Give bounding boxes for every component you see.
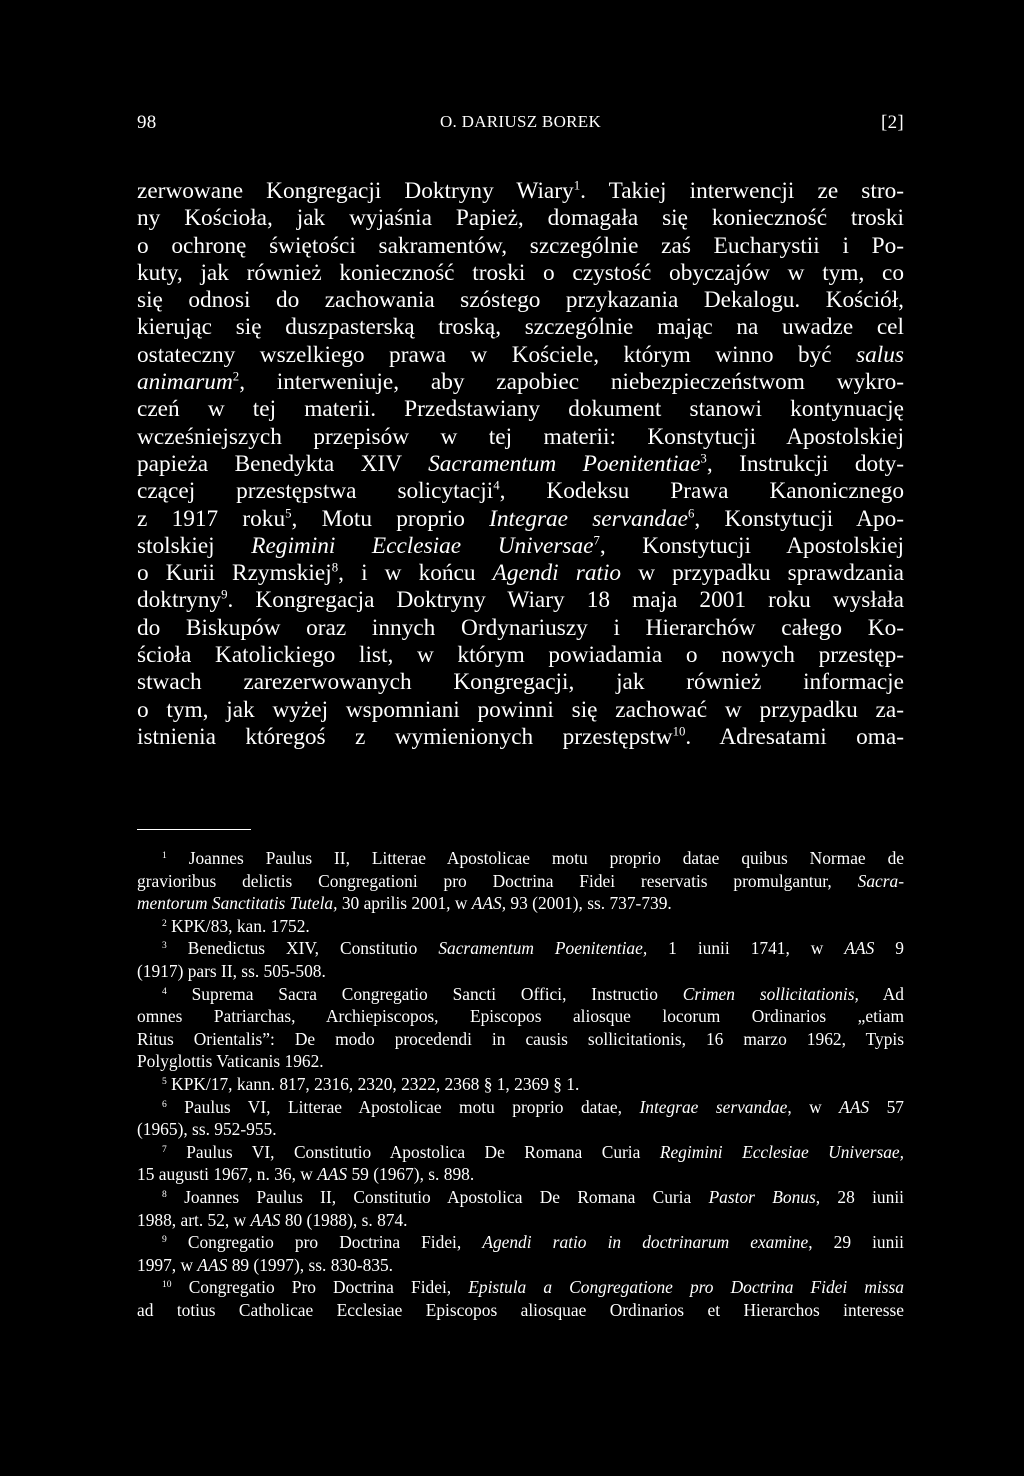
footnote-line: $^{10}$ Congregatio Pro Doctrina Fidei, Epistula a Congregatione pro Doctrina Fidei missa: [162, 1277, 904, 1298]
text-line: się odnosi do zachowania szóstego przykazania Dekalogu. Kościół,: [137, 287, 904, 314]
footnote-line: ad totius Catholicae Ecclesiae Episcopos aliosquae Ordinarios et Hierarchos interesse: [137, 1299, 904, 1320]
footnote-3: [137, 937, 904, 982]
footnote-number: 8: [162, 1188, 167, 1200]
footnote-9: [137, 1231, 904, 1276]
text-line: stolskiej Regimini Ecclesiae Universae$^7$, Konstytucji Apostolskiej: [137, 532, 905, 559]
footnote-8: [137, 1186, 904, 1231]
footnote-ref: 8: [331, 560, 339, 575]
footnote-ref: 4: [493, 478, 500, 493]
footnote-number: 5: [162, 1075, 167, 1087]
footnote-number: 9: [162, 1233, 167, 1245]
footnote-4: [137, 983, 904, 1073]
footnote-line: $^8$ Joannes Paulus II, Constitutio Apostolica De Romana Curia Pastor Bonus, 28 iunii: [162, 1186, 904, 1207]
running-title: O. DARIUSZ BOREK: [439, 112, 602, 131]
footnote-line: gravioribus delictis Congregationi pro Doctrina Fidei reservatis promulgantur, Sacra-: [137, 870, 904, 891]
text-line: o tym, jak wyżej wspomniani powinni się zachować w przypadku za-: [137, 696, 904, 723]
text-line: zerwowane Kongregacji Doktryny Wiary$^1$. Takiej interwencji ze stro-: [137, 178, 904, 204]
footnote-line: $^3$ Benedictus XIV, Constitutio Sacramentum Poenitentiae, 1 iunii 1741, w AAS 9: [162, 938, 904, 959]
text-line: kuty, jak również konieczność troski o czystość obyczajów w tym, co: [137, 259, 904, 286]
text-line: czącej przestępstwa solicytacji$^4$, Kodeksu Prawa Kanonicznego: [137, 478, 905, 505]
footnote-line: $^4$ Suprema Sacra Congregatio Sancti Offici, Instructio Crimen sollicitationis, Ad: [162, 983, 904, 1004]
footnote-ref: 7: [593, 533, 600, 548]
text-line: o ochronę świętości sakramentów, szczególnie zaś Eucharystii i Po-: [137, 232, 904, 259]
footnote-line: Ritus Orientalis”: De modo procedendi in causis sollicitationis, 16 marzo 1962, Typis: [137, 1028, 904, 1049]
footnote-line: $^2$ KPK/83, kan. 1752.: [162, 915, 310, 936]
footnote-ref: 2: [232, 369, 240, 384]
footnote-line: $^6$ Paulus VI, Litterae Apostolicae motu proprio datae, Integrae servandae, w AAS 57: [162, 1096, 904, 1117]
footnote-number: 6: [162, 1098, 167, 1110]
footnote-line: $^7$ Paulus VI, Constitutio Apostolica De Romana Curia Regimini Ecclesiae Universae,: [162, 1141, 904, 1162]
footnote-ref: 5: [285, 506, 292, 521]
footnote-10: [137, 1276, 904, 1321]
footnote-7: [137, 1141, 904, 1186]
text-line: o Kurii Rzymskiej$^8$, i w końcu Agendi ratio w przypadku sprawdzania: [137, 560, 905, 587]
footnote-6: [137, 1096, 904, 1141]
footnote-line: mentorum Sanctitatis Tutela, 30 aprilis 2001, w AAS, 93 (2001), ss. 737-739.: [137, 893, 672, 914]
footnote-separator: [137, 829, 251, 830]
text-line: czeń w tej materii. Przedstawiany dokument stanowi kontynuację: [137, 396, 904, 423]
footnote-number: 1: [162, 849, 167, 861]
footnote-line: omnes Patriarchas, Archiepiscopos, Episcopos aliosque locorum Ordinarios „etiam: [137, 1006, 904, 1027]
footnote-line: (1965), ss. 952-955.: [137, 1119, 277, 1140]
text-line: stwach zarezerwowanych Kongregacji, jak również informacje: [137, 669, 904, 696]
text-line: kierując się duszpasterską troską, szczególnie mając na uwadze cel: [137, 314, 904, 341]
footnote-number: 7: [162, 1143, 167, 1155]
footnote-ref: 6: [688, 506, 695, 521]
footnote-number: 2: [162, 917, 167, 929]
footnote-number: 3: [162, 940, 167, 952]
footnote-line: $^9$ Congregatio pro Doctrina Fidei, Agendi ratio in doctrinarum examine, 29 iunii: [162, 1232, 904, 1253]
footnote-line: 1997, w AAS 89 (1997), ss. 830-835.: [137, 1254, 394, 1275]
footnote-ref: 1: [573, 178, 581, 193]
text-line: wcześniejszych przepisów w tej materii: Konstytucji Apostolskiej: [137, 423, 904, 450]
footnote-ref: 9: [221, 588, 228, 603]
footnote-line: $^1$ Joannes Paulus II, Litterae Apostolicae motu proprio datae quibus Normae de: [162, 848, 904, 868]
text-line: z 1917 roku$^5$, Motu proprio Integrae servandae$^6$, Konstytucji Apo-: [137, 505, 904, 532]
footnote-5: [137, 1073, 904, 1096]
footnote-ref: 10: [672, 724, 686, 739]
text-line: ostateczny wszelkiego prawa w Kościele, którym winno być salus: [137, 341, 904, 368]
text-line: ścioła Katolickiego list, w którym powiadamia o nowych przestęp-: [137, 642, 904, 669]
section-marker: [2]: [880, 112, 904, 133]
running-header: [137, 112, 904, 144]
footnote-1: [137, 847, 904, 915]
footnote-2: [137, 915, 904, 938]
footnote-ref: 3: [700, 451, 707, 466]
footnote-number: 10: [162, 1279, 172, 1291]
footnotes: [137, 847, 904, 1321]
page-number: 98: [137, 112, 157, 133]
footnote-line: (1917) pars II, ss. 505-508.: [137, 960, 326, 981]
text-line: doktryny$^9$. Kongregacja Doktryny Wiary 18 maja 2001 roku wysłała: [137, 587, 904, 614]
text-line: animarum$^2$, interweniuje, aby zapobiec niebezpieczeństwom wykro-: [137, 369, 904, 396]
text-line: ny Kościoła, jak wyjaśnia Papież, domagała się konieczność troski: [137, 205, 904, 232]
footnote-line: 15 augusti 1967, n. 36, w AAS 59 (1967), s. 898.: [137, 1164, 475, 1185]
footnote-number: 4: [162, 985, 167, 997]
text-line: istnienia któregoś z wymienionych przestępstw$^{10}$. Adresatami oma-: [137, 723, 904, 750]
footnote-line: $^5$ KPK/17, kann. 817, 2316, 2320, 2322, 2368 § 1, 2369 § 1.: [162, 1073, 580, 1094]
text-line: papieża Benedykta XIV Sacramentum Poenitentiae$^3$, Instrukcji doty-: [137, 450, 905, 477]
footnote-line: 1988, art. 52, w AAS 80 (1988), s. 874.: [137, 1209, 408, 1230]
main-text: [137, 178, 904, 751]
footnote-line: Polyglottis Vaticanis 1962.: [137, 1051, 324, 1072]
text-line: do Biskupów oraz innych Ordynariuszy i Hierarchów całego Ko-: [137, 614, 904, 641]
